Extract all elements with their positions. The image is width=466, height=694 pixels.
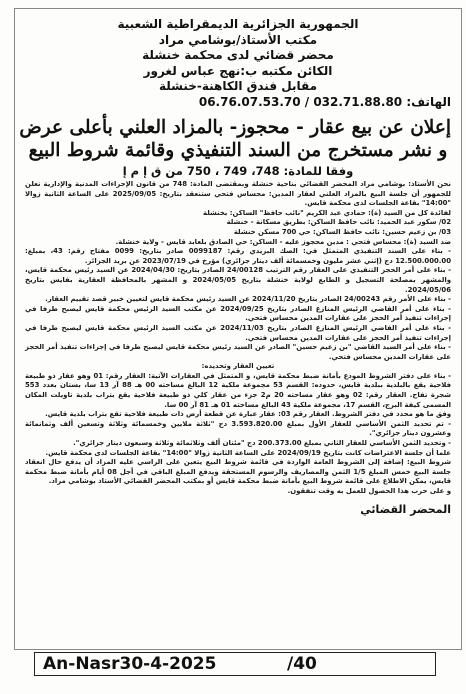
- body-paragraph: - بناء على السند التنفيذي المتمثل في: الصك البريدي رقم: 0099187 صادر بتاريخ: 0099 مفتاح رقم: 43، بمبلغ: 12.500.000.00 دج (إثني عشر مليون وخمسمائة ألف دينار جزائري) مؤرخ في 2023/07/19 عن بريد الجزائر.: [25, 247, 452, 265]
- title-line-2: و نشر مستخرج من السند التنفيذي وقائمة شروط البيع: [28, 140, 448, 161]
- notice-title: [19, 116, 451, 162]
- republic-line: الجمهورية الجزائرية الديمقراطية الشعبية: [117, 17, 359, 31]
- title-line-1: إعلان عن بيع عقار - محجوز- بالمزاد العلني بأعلى عرض: [19, 117, 451, 138]
- newspaper-date: An-Nasr30-4-2025: [43, 654, 217, 674]
- body-paragraph: 02/ سكور عبد الحميد: نائب حافظ الساكن: بطريق مسكانة - خنشلة: [226, 218, 451, 227]
- body-paragraph: - وتحديد الثمن الأساسي للعقار الثاني بمبلغ 200.373.00 دج "مئتان ألف وثلاثمائة وثلاثة وسبعون دينار جزائري".: [73, 439, 451, 448]
- body-paragraph: - بناء على الأمر رقم 24/00243 الصادر بتاريخ 2024/11/20 عن السيد رئيس محكمة قايس لتعيين خبير قصد تقييم العقار.: [45, 295, 451, 304]
- body-paragraph: ضد السيد (ة): محساس فتحي : مدين محجوز عليه - الساكن: حي الصادق بلعابد قايس - ولاية خنشلة.: [115, 237, 451, 246]
- body-paragraph: - بناء على أمر السيد القاضي "بن زعيم حسين" الصادر عن السيد رئيس محكمة قايس ليصبح طرفا في إجراءات تنفيذ أمر الحجز على عقارات المدين محساس فتحي.: [25, 343, 451, 361]
- body-paragraph: نحن الأستاذ: بوشامي مراد المحضر القضائي بناحية خنشلة وبمقتضى المادة: 748 من قانون الإجراءات المدنية والإدارية نعلن للجمهور أن جلسة البيع بالمزاد العلني لعقار المدين: محساس فتحي ستنعقد بتاريخ: 2025/09/05 على الساعة الثانية زوالا "14:00" بقاعة الجلسات لدى محكمة قايس.: [25, 180, 451, 208]
- body-paragraph: - بناء على أمر الحجز التنفيذي على العقار رقم الترتيب 24/00128 الصادر بتاريخ: 2024/04/30 عن السيد رئيس محكمة قايس، والمشهر بمصلحة التسجيل و الطابع لولاية خنشلة بتاريخ 2024/05/05 و المشهر بالمحافظة العقارية بقايس بتاريخ 2024/05/06.: [25, 266, 451, 294]
- body-paragraph: شروط البيع: إضافة إلى الشروط العامة الواردة في قائمة شروط البيع يتعين على الراسي عليه المزاد أن يدفع حال انعقاد جلسة البيع خمس المبلغ 1/5 الثمن والمصاريف والرسوم المستحقة ويدفع المبلغ الباقي في أجل 08 أيام بأمانة ضبط محكمة قايس، يمكن الاطلاع على قائمة شروط البيع بأمانة ضبط محكمة قايس أو بمكتب المحضر القضائي الأستاذ بوشامي مراد.: [25, 458, 451, 486]
- office-line: مكتب الأستاذ/بوشامي مراد: [158, 32, 318, 47]
- notice-body: [25, 180, 451, 497]
- body-paragraph: - بناء على أمر القاضي الرئيس المنازع الصادر بتاريخ 2024/09/25 عن مكتب السيد الرئيس محكمة قايس ليصبح طرفا في إجراءات تنفيذ أمر الحجز على عقارات المدين محساس فتحي.: [25, 304, 451, 323]
- body-section-heading: تعيين العقار وتحديده:: [201, 362, 275, 371]
- signature: المحضر القضائي: [360, 502, 451, 516]
- notice-subtitle: وفقا للمادة: 748، 749 ، 750 من ق إ م إ: [122, 164, 354, 178]
- notice-header: [25, 17, 451, 110]
- body-paragraph: - بناء على أمر القاضي الرئيس المنازع الصادر بتاريخ 2024/11/03 عن مكتب السيد الرئيس محكمة قايس ليصبح طرفا في إجراءات تنفيذ أمر الحجز على عقارات المدين محساس فتحي.: [25, 323, 451, 342]
- legal-notice: [14, 8, 462, 650]
- body-paragraph: لفائدة كل من السيد (ة): حمادي عبد الكريم "نائب حافظ" الساكن: بخنشلة: [203, 208, 451, 217]
- body-paragraph: - تم تحديد الثمن الأساسي للعقار الأول بمبلغ 3.593.820.00 دج "ثلاثة ملايين وخمسمائة وثلاثة وتسعين ألف وثمانمائة وعشرون دينار جزائري".: [25, 419, 451, 438]
- phone-line: [25, 95, 451, 111]
- opposite-line: مقابل فندق الكاهنة-خنشلة: [158, 79, 318, 93]
- body-paragraph: - بناء على دفتر الشروط المودع بأمانة ضبط محكمة قايس، و المتمثل في العقارات الآتية: العقار رقم: 01 وهو عقار ذو طبيعة فلاحية يقع بالبلدية ببلدية قايس، حدوده: القسم 53 مجموعة ملكية 12 البالغ مساحته 00 هـ 88 آر 13 سا، بستان بعدد 553 شجرة تفاح. العقار رقم: 02 وهو عقار مساحته 20 م2 جزء من عقار كلي ذو طبيعة فلاحية يقع بتراب بلدية تاويلت المكان المسمى كيفة البرج، القسم 17، مجموعة ملكية 43 البالغ مساحته 01 هـ 81 آر 00 سا.: [25, 371, 452, 409]
- bailiff-line: محضر قضائي لدى محكمة خنشلة: [142, 48, 334, 62]
- body-paragraph: و على حرب هذا الحصول للعمل به وقت تنفقون.: [287, 487, 451, 495]
- phone-label: الهاتف:: [406, 94, 451, 109]
- page-footer: [34, 652, 436, 676]
- body-paragraph: علما أن جلسة الاعتراضات كانت بتاريخ 2024/09/19 على الساعة الثانية زوالا "14:00" بقاعة الجلسات لدى محكمة قايس.: [45, 448, 451, 457]
- address-line: الكائن مكتبه ب:نهج عباس لغرور: [143, 63, 333, 78]
- body-paragraph: 03/ بن زعيم حسين: نائب حافظ الساكن: حي 700 مسكن خنشلة: [233, 227, 451, 236]
- phone-numbers: 06.76.07.53.70 / 032.71.88.80: [198, 94, 403, 109]
- body-paragraph: وفق ما هو محدد في دفتر الشروط. العقار رقم 03: عقار عبارة عن قطعة أرض ذات طبيعة فلاحية تقع بتراب بلدية قايس.: [45, 410, 451, 419]
- page-number: /40: [287, 654, 317, 674]
